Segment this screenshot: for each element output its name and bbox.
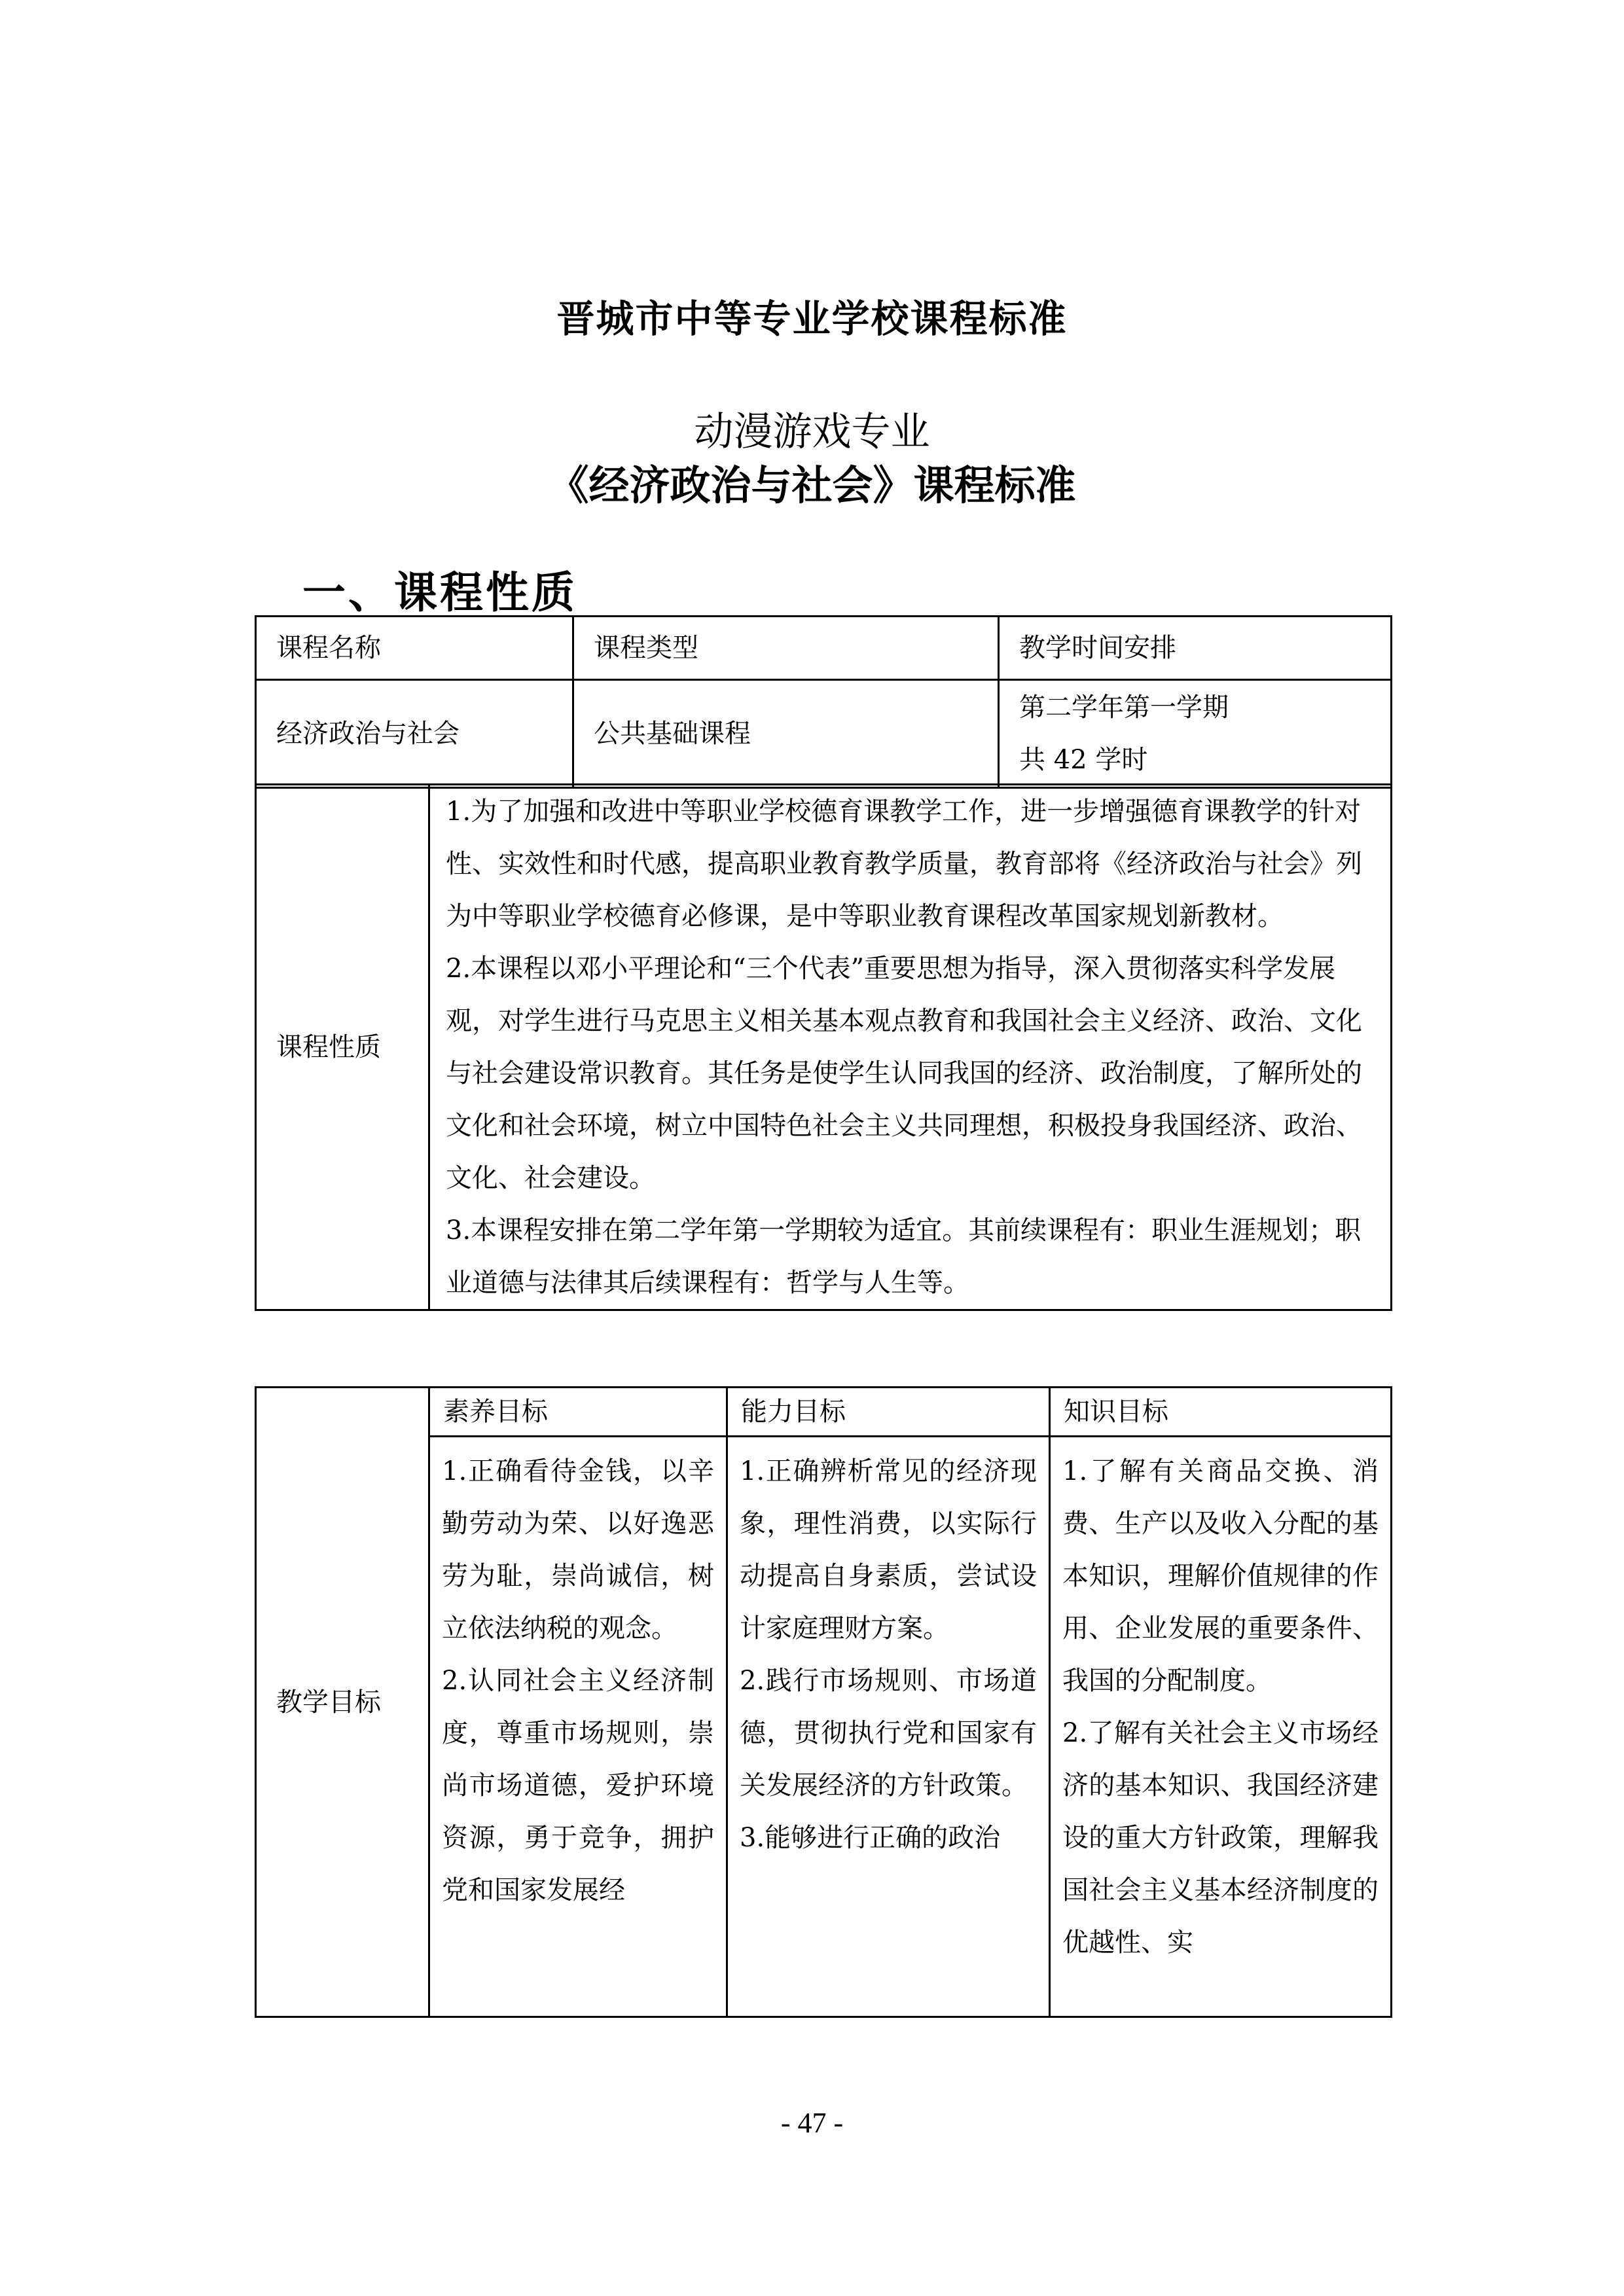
- objectives-label: 教学目标: [256, 1388, 429, 2017]
- header-course-name: 课程名称: [256, 617, 573, 680]
- ability-item-3: 3.能够进行正确的政治: [740, 1823, 1001, 1853]
- nature-paragraph-3: 3.本课程安排在第二学年第一学期较为适宜。其前续课程有：职业生涯规划；职业道德与法律其后续课程有：哲学与人生等。: [446, 1215, 1362, 1298]
- page-number: - 47 -: [780, 2107, 844, 2139]
- nature-content: [429, 785, 1392, 1310]
- nature-paragraph-2: 2.本课程以邓小平理论和“三个代表”重要思想为指导，深入贯彻落实科学发展观，对学生进行马克思主义相关基本观点教育和我国社会主义经济、政治、文化与社会建设常识教育。其任务是使学生认同我国的经济、政治制度，了解所处的文化和社会环境，树立中国特色社会主义共同理想，积极投身我国经济、政治、文化、社会建设。: [446, 954, 1362, 1193]
- table-row: [256, 680, 1392, 788]
- teaching-objectives-table: [255, 1386, 1392, 2018]
- table-row: [256, 785, 1392, 1310]
- major-title: 动漫游戏专业: [694, 409, 930, 455]
- course-title: 《经济政治与社会》课程标准: [548, 461, 1076, 509]
- header-knowledge: 知识目标: [1050, 1388, 1392, 1437]
- ability-objectives: [727, 1437, 1050, 2017]
- nature-label: 课程性质: [256, 785, 429, 1310]
- main-title: 晋城市中等专业学校课程标准: [556, 296, 1068, 341]
- time-line-hours: 共 42 学时: [1019, 745, 1148, 775]
- nature-paragraph-1: 1.为了加强和改进中等职业学校德育课教学工作，进一步增强德育课教学的针对性、实效性和时代感，提高职业教育教学质量，教育部将《经济政治与社会》列为中等职业学校德育必修课，是中等职业教育课程改革国家规划新教材。: [446, 797, 1362, 931]
- ability-item-1: 1.正确辨析常见的经济现象，理性消费，以实际行动提高自身素质，尝试设计家庭理财方案。: [740, 1456, 1037, 1643]
- course-name-value: 经济政治与社会: [256, 680, 573, 788]
- table-row: [256, 617, 1392, 680]
- header-course-type: 课程类型: [573, 617, 999, 680]
- header-literacy: 素养目标: [429, 1388, 727, 1437]
- header-ability: 能力目标: [727, 1388, 1050, 1437]
- literacy-item-2: 2.认同社会主义经济制度，尊重市场规则，崇尚市场道德，爱护环境资源，勇于竞争，拥护党和国家发展经: [442, 1666, 714, 1905]
- header-time-arrangement: 教学时间安排: [999, 617, 1392, 680]
- course-type-value: 公共基础课程: [573, 680, 999, 788]
- knowledge-objectives: [1050, 1437, 1392, 2017]
- section-heading: 一、课程性质: [302, 567, 577, 618]
- ability-item-2: 2.践行市场规则、市场道德，贯彻执行党和国家有关发展经济的方针政策。: [740, 1666, 1037, 1801]
- course-info-table: [255, 615, 1392, 789]
- table-row: [256, 1388, 1392, 1437]
- time-line-term: 第二学年第一学期: [1019, 692, 1229, 723]
- literacy-item-1: 1.正确看待金钱，以辛勤劳动为荣、以好逸恶劳为耻，崇尚诚信，树立依法纳税的观念。: [442, 1456, 714, 1643]
- literacy-objectives: [429, 1437, 727, 2017]
- time-arrangement-value: [999, 680, 1392, 788]
- course-nature-table: [255, 783, 1392, 1311]
- knowledge-item-1: 1.了解有关商品交换、消费、生产以及收入分配的基本知识，理解价值规律的作用、企业发展的重要条件、我国的分配制度。: [1062, 1456, 1379, 1696]
- knowledge-item-2: 2.了解有关社会主义市场经济的基本知识、我国经济建设的重大方针政策，理解我国社会主义基本经济制度的优越性、实: [1062, 1718, 1379, 1958]
